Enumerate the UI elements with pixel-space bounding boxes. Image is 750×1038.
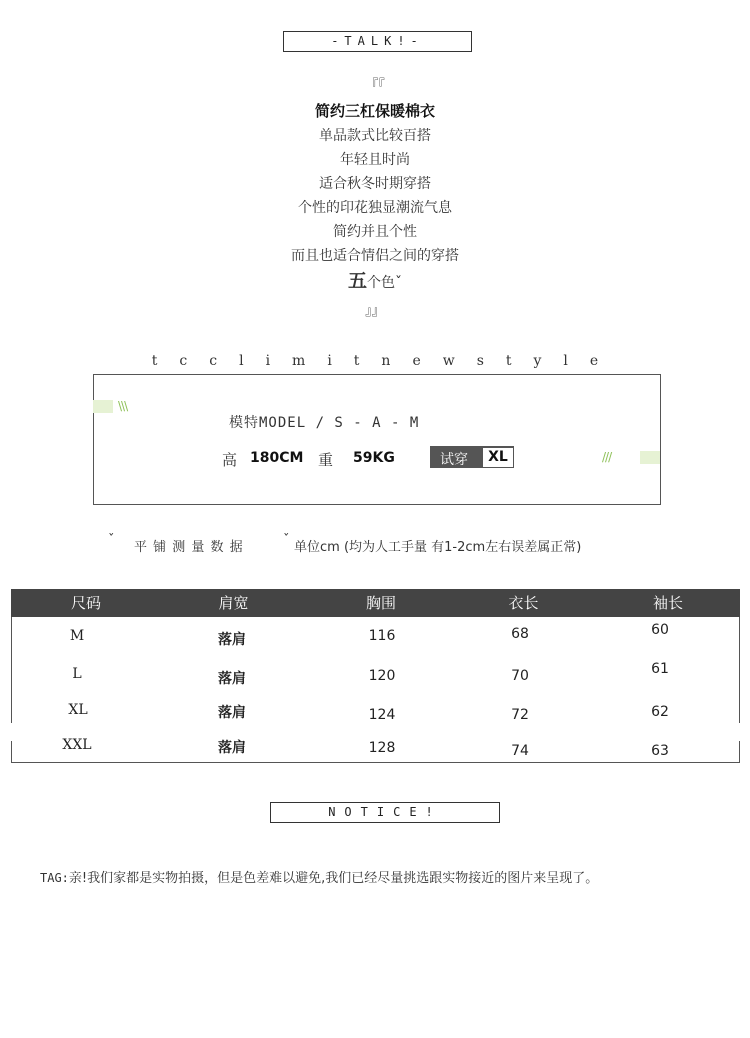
description-line-5: 简约并且个性	[333, 224, 417, 240]
model-size-line: 模特MODEL / S - A - M	[229, 415, 420, 431]
row-l-chest: 120	[368, 668, 396, 684]
header-length: 衣长	[508, 594, 539, 612]
row-m-chest: 116	[368, 628, 396, 644]
tag-prefix: TAG:	[40, 871, 69, 885]
description-line-2: 年轻且时尚	[340, 152, 410, 168]
header-sleeve: 袖长	[652, 594, 683, 612]
measure-mark-1: ˇ	[108, 533, 115, 548]
quote-close: 』』	[365, 304, 385, 319]
green-slash-right: ///	[602, 450, 612, 464]
colors-count: 五	[347, 270, 367, 292]
green-accent-block-right	[640, 451, 660, 464]
colors-count-line	[0, 266, 750, 293]
table-border-right-bottom	[739, 741, 740, 762]
notice-label: NOTICE!	[270, 802, 500, 823]
description-line-6: 而且也适合情侣之间的穿搭	[291, 248, 459, 264]
row-m-length: 68	[511, 626, 529, 642]
row-xl-shoulder: 落肩	[218, 705, 246, 721]
measure-unit-note: 单位cm (均为人工手量 有1-2cm左右误差属正常)	[294, 540, 582, 555]
weight-label: 重	[318, 451, 334, 469]
colors-rest: 个色ˇ	[367, 275, 402, 291]
green-accent-block-left	[93, 400, 113, 413]
row-l-sleeve: 61	[651, 661, 669, 677]
model-info-box	[93, 374, 661, 505]
row-m-sleeve: 60	[651, 622, 669, 638]
product-title: 简约三杠保暖棉衣	[314, 102, 435, 120]
description-line-1: 单品款式比较百搭	[319, 128, 431, 144]
row-xxl-shoulder: 落肩	[218, 740, 246, 756]
row-xxl-size: XXL	[62, 737, 92, 753]
row-l-length: 70	[511, 668, 529, 684]
table-border-right-top	[739, 617, 740, 723]
row-xl-sleeve: 62	[651, 704, 669, 720]
table-border-left-top	[11, 617, 12, 723]
weight-value: 59KG	[353, 450, 395, 466]
row-m-size: M	[69, 628, 85, 644]
height-value: 180CM	[250, 450, 304, 466]
row-m-shoulder: 落肩	[218, 632, 246, 648]
brand-spaced-text: tcclimitnewstyle	[151, 353, 621, 369]
tag-text: 亲!我们家都是实物拍摄，但是色差难以避免,我们已经尽量挑选跟实物接近的图片来呈现了。	[68, 871, 599, 886]
table-border-bottom	[11, 762, 740, 763]
header-shoulder: 肩宽	[218, 594, 249, 612]
green-slash-left: \\\	[118, 399, 128, 413]
row-xxl-sleeve: 63	[651, 743, 669, 759]
size-table-header	[11, 589, 740, 617]
tag-line	[40, 867, 598, 886]
row-xxl-chest: 128	[368, 740, 396, 756]
measure-mark-2: ˇ	[283, 533, 290, 548]
row-xl-size: XL	[68, 702, 88, 718]
header-size: 尺码	[70, 594, 101, 612]
row-l-shoulder: 落肩	[218, 671, 246, 687]
row-l-size: L	[72, 666, 82, 682]
row-xxl-length: 74	[511, 743, 529, 759]
height-label: 高	[222, 451, 238, 469]
quote-open: 『『	[365, 78, 385, 93]
tryon-size: XL	[483, 448, 513, 467]
row-xl-length: 72	[511, 707, 529, 723]
tryon-label: 试穿	[440, 452, 468, 468]
talk-label: -TALK!-	[283, 31, 472, 52]
table-border-left-bottom	[11, 741, 12, 762]
header-chest: 胸围	[365, 594, 396, 612]
row-xl-chest: 124	[368, 707, 396, 723]
measure-title: 平 铺 测 量 数 据	[134, 540, 244, 555]
description-line-4: 个性的印花独显潮流气息	[298, 200, 452, 216]
description-line-3: 适合秋冬时期穿搭	[319, 176, 431, 192]
